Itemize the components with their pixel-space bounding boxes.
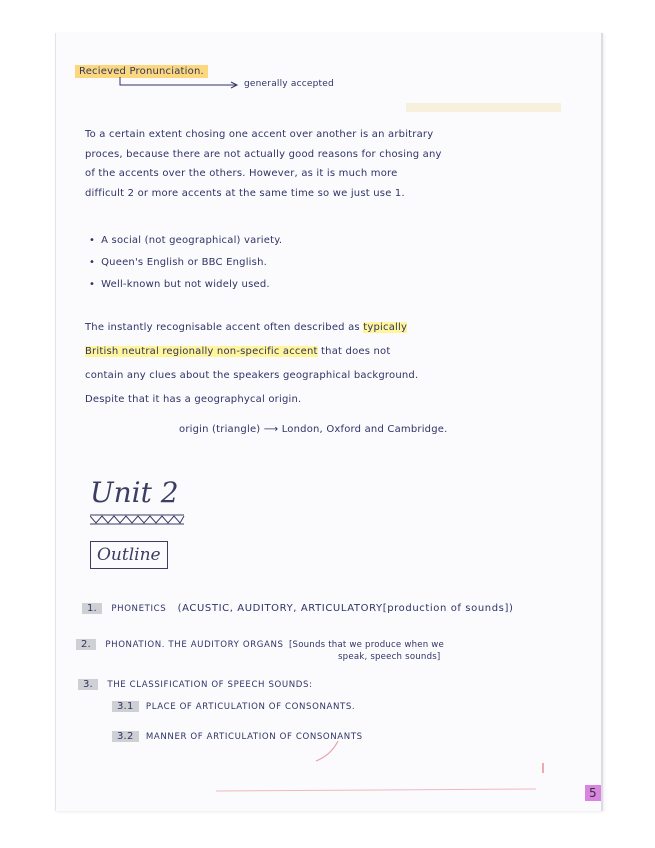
- outline-item: [78, 679, 313, 690]
- outline-number: 1.: [82, 603, 102, 614]
- bullet-item: • Well-known but not widely used.: [89, 274, 282, 296]
- notebook-page: [55, 33, 603, 811]
- bullet-list: [89, 230, 282, 296]
- highlighted-text: British neutral regionally non-specific accent: [85, 346, 318, 357]
- sub-item: [112, 701, 355, 712]
- outline-item: [82, 603, 513, 614]
- sub-text: MANNER OF ARTICULATION OF CONSONANTS: [145, 732, 363, 742]
- paragraph-2-text: that does not: [321, 346, 391, 357]
- highlighted-text: typically: [363, 322, 408, 333]
- arrow-icon: [118, 75, 243, 91]
- paragraph-2-line: [85, 316, 418, 340]
- arrow-note: generally accepted: [244, 79, 334, 89]
- outline-text: PHONETICS: [111, 604, 167, 614]
- unit-title: Unit 2: [90, 476, 179, 509]
- sub-text: PLACE OF ARTICULATION OF CONSONANTS.: [145, 702, 356, 712]
- bleed-mark: [406, 103, 561, 112]
- outline-label: Outline: [90, 541, 168, 569]
- bleed-lines: [206, 733, 586, 803]
- zigzag-underline: [90, 514, 186, 526]
- outline-extra: (ACUSTIC, AUDITORY, ARTICULATORY[production of sounds]): [177, 603, 514, 614]
- outline-text: PHONATION. THE AUDITORY ORGANS: [105, 640, 284, 650]
- sub-number: 3.1: [112, 701, 139, 712]
- paragraph-2-line: contain any clues about the speakers geographical background.: [85, 370, 419, 381]
- outline-item: [76, 639, 444, 650]
- outline-heading: [90, 545, 168, 565]
- paragraph-1-line: To a certain extent chosing one accent over another is an arbitrary: [85, 129, 434, 140]
- bullet-item: • A social (not geographical) variety.: [89, 230, 282, 252]
- origin-line: origin (triangle) ⟶ London, Oxford and Cambridge.: [179, 424, 448, 435]
- outline-number: 2.: [76, 639, 96, 650]
- page-number: 5: [585, 785, 601, 801]
- paragraph-1-line: difficult 2 or more accents at the same time so we just use 1.: [85, 187, 405, 199]
- rp-title: Recieved Pronunciation.: [75, 65, 208, 78]
- bullet-item: • Queen's English or BBC English.: [89, 252, 282, 274]
- paragraph-1: [85, 125, 442, 203]
- paragraph-2: [85, 316, 418, 412]
- paragraph-2-text: The instantly recognisable accent often described as: [85, 322, 360, 333]
- paragraph-2-line: Despite that it has a geographycal origin.: [85, 394, 302, 405]
- outline-extra: [Sounds that we produce when we: [289, 640, 445, 650]
- page-number-badge: [585, 782, 601, 801]
- paragraph-2-line: [85, 340, 418, 364]
- outline-extra-continued: speak, speech sounds]: [338, 652, 441, 662]
- outline-text: THE CLASSIFICATION OF SPEECH SOUNDS:: [107, 680, 313, 690]
- paragraph-1-line: proces, because there are not actually good reasons for chosing any: [85, 148, 442, 160]
- outline-number: 3.: [78, 679, 98, 690]
- paragraph-1-line: of the accents over the others. However, as it is much more: [85, 168, 398, 179]
- sub-number: 3.2: [112, 731, 139, 742]
